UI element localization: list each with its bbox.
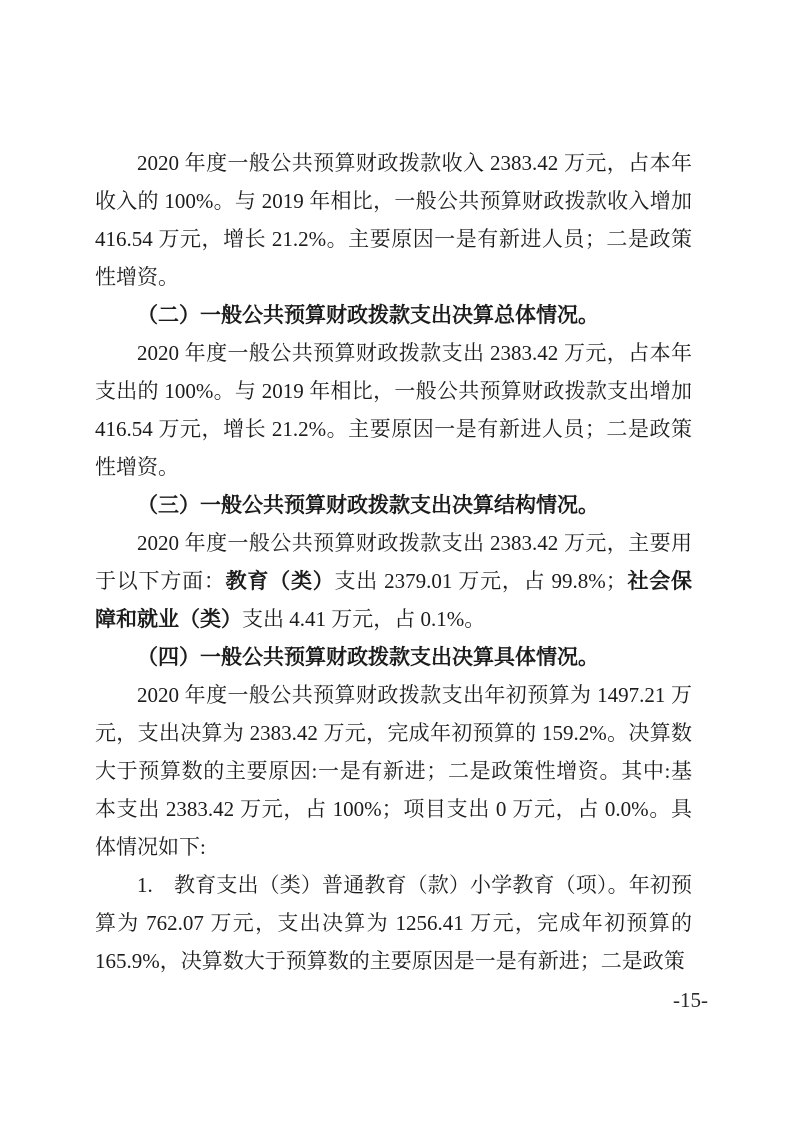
paragraph-expenditure-structure — [95, 524, 692, 638]
heading-section-three: （三）一般公共预算财政拨款支出决算结构情况。 — [137, 493, 599, 517]
paragraph-item-education: 1. 教育支出（类）普通教育（款）小学教育（项）。年初预算为 762.07 万元，支出决算为 1256.41 万元，完成年初预算的 165.9%，决算数大于预算数的主要原因是一是有新进；二是政策 — [95, 873, 692, 973]
social-security-category-label: 社会保障和就业（类） — [95, 569, 693, 631]
paragraph-income-overview: 2020 年度一般公共预算财政拨款收入 2383.42 万元，占本年收入的 100%。与 2019 年相比，一般公共预算财政拨款收入增加 416.54 万元，增长 21.2%。主要原因一是有新进人员；二是政策性增资。 — [95, 151, 692, 289]
education-category-label: 教育（类） — [225, 569, 335, 593]
paragraph-expenditure-detail: 2020 年度一般公共预算财政拨款支出年初预算为 1497.21 万元，支出决算为 2383.42 万元，完成年初预算的 159.2%。决算数大于预算数的主要原因:一是有新进；二是政策性增资。其中:基本支出 2383.42 万元，占 100%；项目支出 0 万元，占 0.0%。具体情况如下: — [95, 683, 692, 859]
heading-section-four: （四）一般公共预算财政拨款支出决算具体情况。 — [137, 645, 599, 669]
heading-section-two: （二）一般公共预算财政拨款支出决算总体情况。 — [137, 303, 599, 327]
page-number: -15- — [673, 988, 708, 1012]
document-body — [95, 144, 692, 980]
paragraph-expenditure-overview: 2020 年度一般公共预算财政拨款支出 2383.42 万元，占本年支出的 100%。与 2019 年相比，一般公共预算财政拨款支出增加 416.54 万元，增长 21.2%。主要原因一是有新进人员；二是政策性增资。 — [95, 341, 692, 479]
education-category-detail: 支出 2379.01 万元，占 99.8%； — [334, 569, 627, 593]
structure-intro-text: 2020 年度一般公共预算财政拨款支出 2383.42 万元，主要用于以下方面： — [95, 531, 692, 593]
social-security-category-detail: 支出 4.41 万元，占 0.1%。 — [242, 607, 486, 631]
